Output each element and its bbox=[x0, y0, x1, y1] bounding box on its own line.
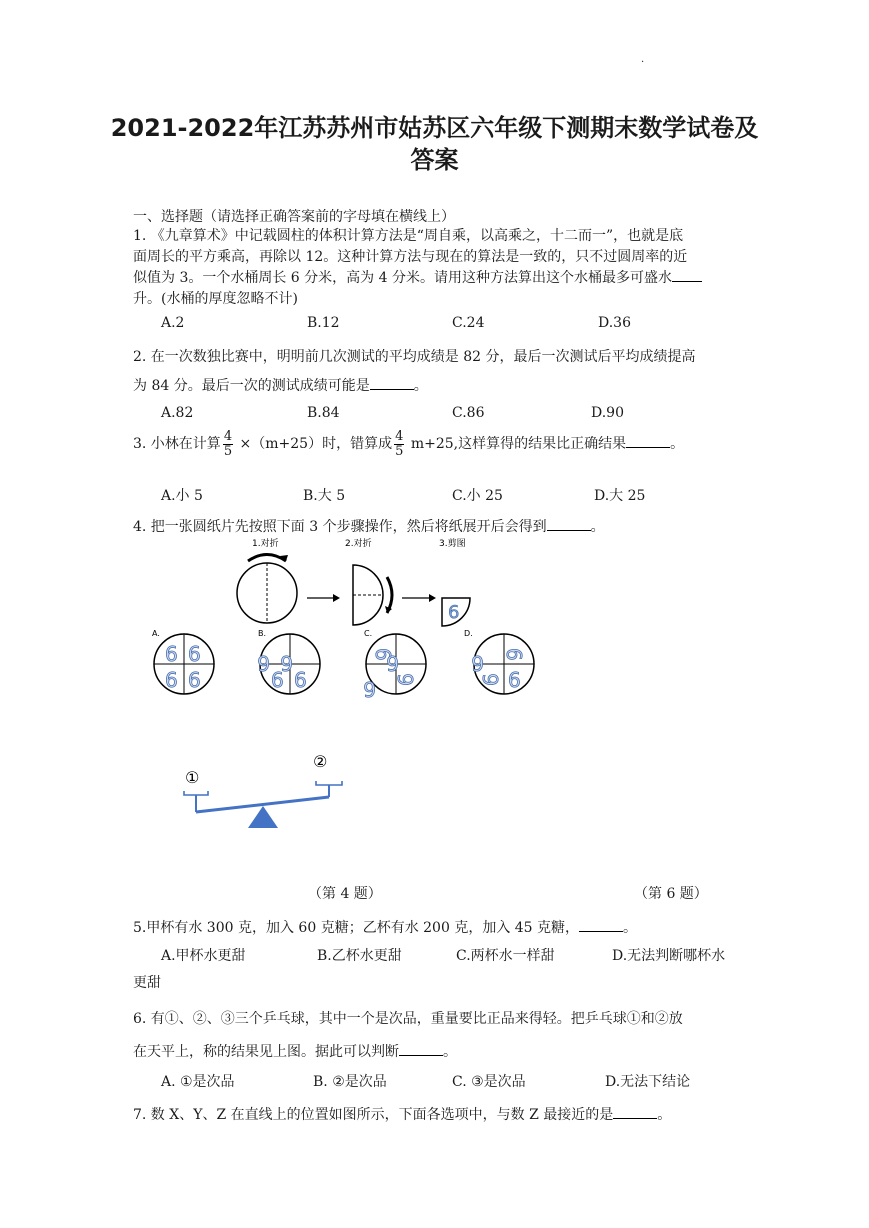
q5-line1: 5.甲杯有水 300 克，加入 60 克糖；乙杯有水 200 克，加入 45 克糖， 。 bbox=[133, 920, 638, 936]
option-d-figure bbox=[464, 629, 534, 694]
q2-line1: 2. 在一次数独比赛中，明明前几次测试的平均成绩是 82 分，最后一次测试后平均成绩提高 bbox=[133, 349, 696, 365]
cut-glyph: 6 bbox=[448, 602, 460, 623]
answer-blank[interactable] bbox=[547, 518, 591, 531]
ball-2-label: ② bbox=[313, 752, 328, 771]
q3-option-d: D.大 25 bbox=[594, 488, 646, 504]
q6-line2: 在天平上，称的结果见上图。据此可以判断 。 bbox=[133, 1044, 457, 1060]
q1-option-d: D.36 bbox=[598, 315, 631, 331]
svg-text:6: 6 bbox=[471, 651, 484, 675]
q2-line2: 为 84 分。最后一次的测试成绩可能是 。 bbox=[133, 378, 428, 394]
q3-option-c: C.小 25 bbox=[452, 488, 503, 504]
q3-line: 3. 小林在计算 $\frac{4}{5}$ ×（m+25）时，错算成 $\frac{4}{5}$ m+25,这样算得的结果比正确结果 。 bbox=[133, 428, 685, 459]
q5-option-d-wrap: 更甜 bbox=[133, 975, 161, 991]
q6-option-a: A. ①是次品 bbox=[161, 1074, 235, 1090]
section-heading: 一、选择题（请选择正确答案前的字母填在横线上） bbox=[133, 209, 455, 225]
pan-right bbox=[316, 781, 342, 785]
answer-blank[interactable] bbox=[626, 435, 670, 448]
option-c-figure bbox=[363, 629, 426, 701]
svg-text:6: 6 bbox=[371, 648, 395, 661]
q4-line: 4. 把一张圆纸片先按照下面 3 个步骤操作，然后将纸展开后会得到 。 bbox=[133, 519, 605, 535]
q6-option-d: D.无法下结论 bbox=[605, 1074, 691, 1090]
q6-line1: 6. 有①、②、③三个乒乓球，其中一个是次品，重量要比正品来得轻。把乒乓球①和②放 bbox=[133, 1011, 683, 1027]
svg-text:6: 6 bbox=[508, 668, 521, 692]
pan-left bbox=[184, 791, 208, 795]
option-d-label: D. bbox=[464, 629, 473, 638]
svg-text:6: 6 bbox=[165, 642, 178, 666]
answer-blank[interactable] bbox=[613, 1106, 657, 1119]
option-a-figure bbox=[152, 629, 214, 694]
q2-option-a: A.82 bbox=[161, 405, 194, 421]
q1-line3: 似值为 3。一个水桶周长 6 分米，高为 4 分米。请用这种方法算出这个水桶最多可盛水 bbox=[133, 267, 702, 287]
option-a-label: A. bbox=[152, 629, 160, 638]
svg-text:6: 6 bbox=[280, 651, 293, 675]
page-title-line2: 答案 bbox=[410, 146, 459, 174]
svg-text:6: 6 bbox=[386, 651, 399, 675]
scale-fulcrum bbox=[248, 806, 278, 828]
q2-option-c: C.86 bbox=[452, 405, 485, 421]
answer-blank[interactable] bbox=[579, 919, 623, 932]
svg-text:6: 6 bbox=[257, 651, 270, 675]
q2-option-b: B.84 bbox=[307, 405, 340, 421]
corner-mark: . bbox=[641, 54, 645, 65]
q4-figure bbox=[140, 532, 560, 702]
answer-blank[interactable] bbox=[672, 269, 702, 282]
fraction: $\frac{4}{5}$ bbox=[395, 428, 404, 459]
option-b-label: B. bbox=[258, 629, 267, 638]
step-label-3: 3.剪图 bbox=[439, 539, 466, 549]
q1-option-a: A.2 bbox=[161, 315, 185, 331]
q1-option-b: B.12 bbox=[307, 315, 340, 331]
q3-option-b: B.大 5 bbox=[303, 488, 346, 504]
caption-q4: （第 4 题） bbox=[308, 886, 382, 902]
option-b-figure bbox=[257, 629, 320, 694]
balance-scale-figure bbox=[175, 748, 355, 833]
svg-text:6: 6 bbox=[188, 668, 201, 692]
ball-1-label: ① bbox=[185, 768, 200, 787]
page-title-line1: 2021-2022年江苏苏州市姑苏区六年级下测期末数学试卷及 bbox=[110, 114, 759, 142]
q5-option-c: C.两杯水一样甜 bbox=[456, 948, 555, 964]
svg-text:6: 6 bbox=[271, 668, 284, 692]
fraction: $\frac{4}{5}$ bbox=[223, 428, 233, 459]
caption-q6: （第 6 题） bbox=[634, 886, 708, 902]
q1-line2: 面周长的平方乘高，再除以 12。这种计算方法与现在的算法是一致的，只不过圆周率的近 bbox=[133, 249, 688, 265]
q5-option-b: B.乙杯水更甜 bbox=[317, 948, 402, 964]
svg-text:6: 6 bbox=[502, 648, 526, 661]
q7-line1: 7. 数 X、Y、Z 在直线上的位置如图所示，下面各选项中，与数 Z 最接近的是 。 bbox=[133, 1107, 672, 1123]
step-label-2: 2.对折 bbox=[345, 539, 372, 549]
svg-text:6: 6 bbox=[394, 673, 418, 686]
q6-option-c: C. ③是次品 bbox=[452, 1074, 526, 1090]
q5-option-d: D.无法判断哪杯水 bbox=[612, 948, 726, 964]
q5-option-a: A.甲杯水更甜 bbox=[161, 948, 246, 964]
svg-text:6: 6 bbox=[188, 642, 201, 666]
option-c-label: C. bbox=[364, 629, 373, 638]
svg-text:6: 6 bbox=[294, 668, 307, 692]
q1-line4: 升。(水桶的厚度忽略不计) bbox=[133, 291, 298, 307]
answer-blank[interactable] bbox=[370, 377, 414, 390]
svg-text:6: 6 bbox=[363, 677, 376, 701]
answer-blank[interactable] bbox=[399, 1043, 443, 1056]
step-label-1: 1.对折 bbox=[252, 539, 279, 549]
q3-option-a: A.小 5 bbox=[161, 488, 203, 504]
q1-line1: 1. 《九章算术》中记载圆柱的体积计算方法是“周自乘，以高乘之，十二而一”，也就是底 bbox=[133, 228, 684, 244]
q6-option-b: B. ②是次品 bbox=[313, 1074, 387, 1090]
q1-option-c: C.24 bbox=[452, 315, 485, 331]
svg-text:6: 6 bbox=[479, 673, 503, 686]
q2-option-d: D.90 bbox=[591, 405, 624, 421]
fold-arrow bbox=[248, 555, 286, 562]
svg-text:6: 6 bbox=[165, 668, 178, 692]
